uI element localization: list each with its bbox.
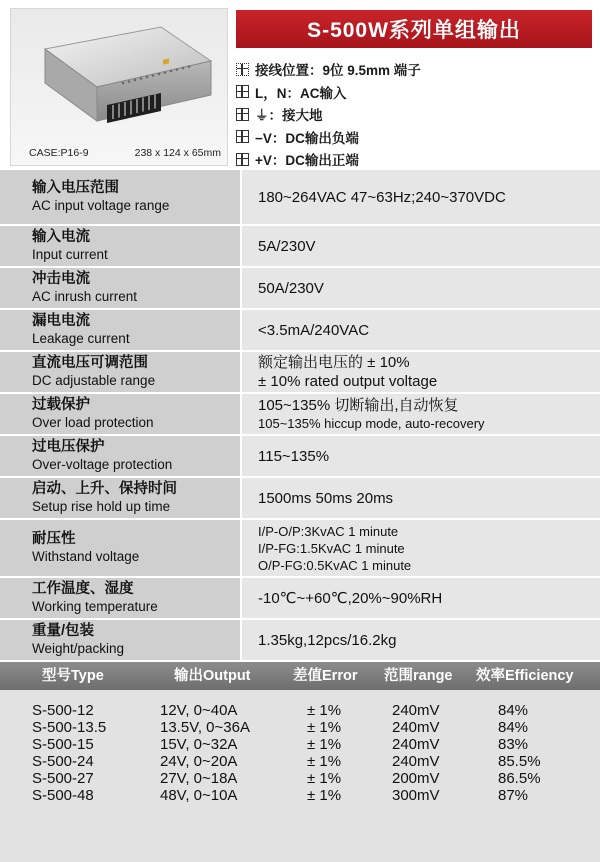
feature-terminal [236, 58, 592, 81]
table-row [0, 736, 600, 753]
cell-type: S-500-24 [32, 753, 94, 770]
feature-dc-negative [236, 126, 592, 149]
case-dimensions: 238 x 124 x 65mm [134, 147, 221, 159]
spec-value [240, 268, 600, 310]
cell-error: ± 1% [307, 702, 342, 719]
cell-efficiency: 86.5% [498, 770, 541, 787]
wiring-features [236, 58, 592, 171]
plus-box-icon [236, 108, 249, 121]
spec-row-overvoltage [0, 436, 600, 478]
feature-ground [236, 103, 592, 126]
spec-label-en: Over-voltage protection [32, 457, 173, 472]
spec-label-cn: 工作温度、湿度 [32, 581, 134, 597]
spec-value [240, 478, 600, 520]
spec-label [0, 394, 240, 436]
cell-efficiency: 84% [498, 702, 529, 719]
spec-label-cn: 重量/包装 [32, 623, 95, 639]
cell-output: 27V, 0~18A [160, 770, 238, 787]
cell-error: ± 1% [307, 770, 342, 787]
product-title: S-500W系列单组输出 [236, 10, 592, 48]
header-type: 型号Type [42, 668, 104, 684]
header-error: 差值Error [293, 668, 358, 684]
cell-efficiency: 85.5% [498, 753, 541, 770]
spec-label-cn: 过载保护 [32, 397, 90, 413]
spec-label [0, 352, 240, 394]
spec-label-en: AC inrush current [32, 289, 138, 304]
spec-value-text: 5A/230V [258, 237, 316, 255]
feature-ac-input [236, 81, 592, 104]
case-label: CASE:P16-9 [29, 147, 89, 159]
spec-label [0, 478, 240, 520]
table-row [0, 719, 600, 736]
plus-box-icon [236, 153, 249, 166]
spec-label-en: Input current [32, 247, 108, 262]
spec-value [240, 170, 600, 226]
table-row [0, 787, 600, 804]
cell-type: S-500-48 [32, 787, 94, 804]
spec-value-text: -10℃~+60℃,20%~90%RH [258, 589, 443, 607]
product-header [0, 0, 600, 170]
header-output: 输出Output [174, 668, 251, 684]
spec-label-en: Over load protection [32, 415, 154, 430]
spec-label-cn: 冲击电流 [32, 271, 90, 287]
plus-box-icon [236, 85, 249, 98]
cell-output: 48V, 0~10A [160, 787, 238, 804]
cell-efficiency: 83% [498, 736, 529, 753]
spec-value-text: I/P-O/P:3KvAC 1 minute [258, 523, 399, 539]
spec-label-cn: 过电压保护 [32, 439, 105, 455]
spec-row-withstand-voltage [0, 520, 600, 578]
cell-range: 300mV [392, 787, 440, 804]
spec-label-cn: 启动、上升、保持时间 [32, 481, 177, 497]
spec-value-text: 180~264VAC 47~63Hz;240~370VDC [258, 188, 506, 206]
spec-label-cn: 耐压性 [32, 531, 76, 547]
spec-value-text: 105~135% 切断输出,自动恢复 [258, 397, 459, 414]
spec-label-en: DC adjustable range [32, 373, 156, 388]
spec-row-setup-time [0, 478, 600, 520]
model-table [0, 690, 600, 862]
spec-label [0, 226, 240, 268]
spec-value [240, 520, 600, 578]
cell-error: ± 1% [307, 719, 342, 736]
cell-type: S-500-15 [32, 736, 94, 753]
spec-row-leakage-current [0, 310, 600, 352]
model-table-header [0, 662, 600, 690]
spec-value [240, 352, 600, 394]
cell-error: ± 1% [307, 787, 342, 804]
spec-value [240, 226, 600, 268]
spec-value [240, 310, 600, 352]
product-photo [10, 8, 228, 166]
spec-value-text: 1.35kg,12pcs/16.2kg [258, 631, 397, 649]
feature-text: +V：DC输出正端 [255, 153, 359, 169]
spec-label-en: AC input voltage range [32, 198, 170, 213]
spec-label-en: Setup rise hold up time [32, 499, 171, 514]
header-efficiency: 效率Efficiency [476, 668, 574, 684]
cell-range: 200mV [392, 770, 440, 787]
cell-range: 240mV [392, 753, 440, 770]
spec-label-en: Withstand voltage [32, 549, 140, 564]
spec-label-en: Working temperature [32, 599, 158, 614]
spec-label [0, 170, 240, 226]
spec-row-dc-adjustable [0, 352, 600, 394]
feature-text: −V：DC输出负端 [255, 130, 359, 146]
power-supply-image [11, 9, 227, 139]
cell-output: 12V, 0~40A [160, 702, 238, 719]
cell-range: 240mV [392, 719, 440, 736]
feature-dc-positive [236, 148, 592, 171]
spec-value-text: 50A/230V [258, 279, 324, 297]
cell-range: 240mV [392, 736, 440, 753]
feature-text: ⏚：接大地 [255, 108, 323, 124]
spec-label-cn: 直流电压可调范围 [32, 355, 148, 371]
spec-value [240, 620, 600, 662]
spec-value-text: <3.5mA/240VAC [258, 321, 370, 339]
cell-error: ± 1% [307, 753, 342, 770]
spec-label-cn: 漏电电流 [32, 313, 90, 329]
spec-label-cn: 输入电压范围 [32, 180, 119, 196]
spec-value-text: 额定输出电压的 ± 10% [258, 354, 410, 371]
cell-output: 15V, 0~32A [160, 736, 238, 753]
spec-value [240, 394, 600, 436]
cell-type: S-500-12 [32, 702, 94, 719]
spec-label-cn: 输入电流 [32, 229, 90, 245]
spec-label [0, 268, 240, 310]
spec-value-text: 1500ms 50ms 20ms [258, 489, 394, 507]
cell-efficiency: 87% [498, 787, 529, 804]
spec-label [0, 436, 240, 478]
spec-row-overload [0, 394, 600, 436]
spec-label-en: Weight/packing [32, 641, 125, 656]
spec-row-input-current [0, 226, 600, 268]
spec-value-text: O/P-FG:0.5KvAC 1 minute [258, 557, 412, 573]
spec-value-text: 105~135% hiccup mode, auto-recovery [258, 416, 485, 431]
spec-value-text: ± 10% rated output voltage [258, 373, 438, 390]
cell-type: S-500-13.5 [32, 719, 107, 736]
spec-value [240, 578, 600, 620]
spec-row-working-temperature [0, 578, 600, 620]
cell-error: ± 1% [307, 736, 342, 753]
spec-label [0, 310, 240, 352]
cell-efficiency: 84% [498, 719, 529, 736]
table-row [0, 702, 600, 719]
spec-row-inrush-current [0, 268, 600, 310]
spec-label-en: Leakage current [32, 331, 130, 346]
spec-value-text: 115~135% [258, 447, 330, 465]
feature-text: L，N：AC输入 [255, 85, 347, 101]
spec-value [240, 436, 600, 478]
spec-label [0, 578, 240, 620]
cell-range: 240mV [392, 702, 440, 719]
table-row [0, 753, 600, 770]
cell-type: S-500-27 [32, 770, 94, 787]
spec-label [0, 620, 240, 662]
feature-text: 接线位置：9位 9.5mm 端子 [255, 63, 421, 79]
spec-value-text: I/P-FG:1.5KvAC 1 minute [258, 540, 405, 556]
spec-row-weight-packing [0, 620, 600, 662]
spec-row-input-voltage [0, 170, 600, 226]
spec-label [0, 520, 240, 578]
header-range: 范围range [384, 668, 453, 684]
plus-box-icon [236, 130, 249, 143]
table-row [0, 770, 600, 787]
terminal-block-icon [236, 63, 249, 76]
cell-output: 13.5V, 0~36A [160, 719, 250, 736]
cell-output: 24V, 0~20A [160, 753, 238, 770]
